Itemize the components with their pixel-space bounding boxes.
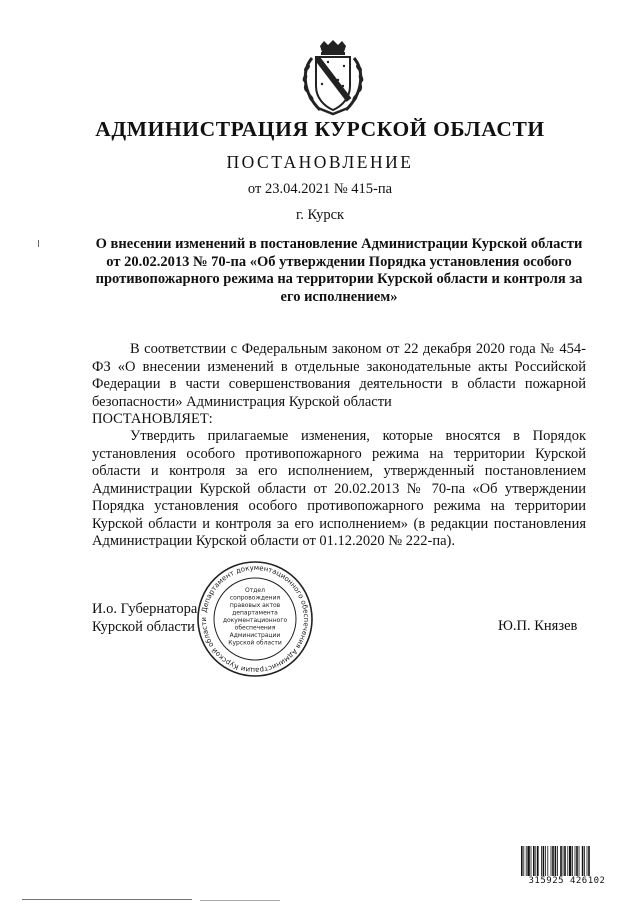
barcode-bar	[545, 846, 546, 876]
barcode-bar	[552, 846, 554, 876]
barcode-bar	[588, 846, 590, 876]
barcode-bar	[572, 846, 573, 876]
body-paragraph-resolution: Утвердить прилагаемые изменения, которые вносятся в Порядок установления особого противопожарного режима на территории Курской области и контроля за его исполнением, утвержденный постановлением Администрации Курской области от 20.02.2013 № 70-па «Об утверждении Порядка установления особого противопожарного режима на территории Курской области и контроля за его исполнением» (в редакции постановления Администрации Курской области от 01.12.2020 № 222-па).	[92, 428, 586, 549]
signer-name: Ю.П. Князев	[498, 618, 578, 634]
barcode-bar	[526, 846, 527, 876]
barcode-bar	[551, 846, 552, 876]
barcode-bar	[564, 846, 566, 876]
signer-position	[92, 601, 197, 636]
barcode	[521, 846, 613, 876]
barcode-bar	[582, 846, 584, 876]
authority-title: АДМИНИСТРАЦИЯ КУРСКОЙ ОБЛАСТИ	[95, 117, 545, 141]
barcode-bar	[527, 846, 529, 876]
stamp-inner-line: обеспечения	[234, 624, 276, 632]
barcode-bar	[587, 846, 588, 876]
barcode-bar	[563, 846, 564, 876]
barcode-bar	[557, 846, 558, 876]
barcode-bar	[569, 846, 571, 876]
coat-of-arms-icon	[298, 40, 368, 116]
document-city: г. Курск	[295, 207, 345, 223]
barcode-bar	[535, 846, 536, 876]
stamp-inner-line: Администрации	[229, 632, 281, 639]
barcode-bar	[523, 846, 524, 876]
signer-position-line1: И.о. Губернатора	[92, 601, 198, 617]
barcode-bar	[537, 846, 539, 876]
barcode-bar	[579, 846, 580, 876]
barcode-bar	[576, 846, 578, 876]
barcode-bar	[555, 846, 557, 876]
barcode-bar	[584, 846, 585, 876]
stamp-inner-line: Отдел	[245, 587, 265, 594]
document-heading: О внесении изменений в постановление Администрации Курской области от 20.02.2013 № 70-па «Об утверждении Порядка установления особого противопожарного режима на территории Курской области и контроля за его исполнением»	[95, 236, 583, 305]
barcode-bar	[541, 846, 542, 876]
scan-edge-line	[200, 900, 280, 901]
signer-position-line2: Курской области	[92, 618, 195, 635]
barcode-bar	[533, 846, 535, 876]
margin-mark	[38, 240, 39, 247]
stamp-outer-text: Департамент документационного обеспечения Администрации Курской области	[199, 563, 311, 675]
stamp-inner-line: документационного	[222, 617, 288, 624]
barcode-bar	[521, 846, 523, 876]
barcode-bar	[575, 846, 576, 876]
barcode-bar	[560, 846, 562, 876]
barcode-bar	[547, 846, 548, 876]
barcode-bar	[543, 846, 545, 876]
scan-edge-line	[22, 899, 192, 900]
decree-word: ПОСТАНОВЛЯЕТ:	[92, 411, 213, 427]
document-date-number: от 23.04.2021 № 415-па	[247, 181, 393, 197]
stamp-inner-line: правовых актов	[229, 602, 281, 609]
body-paragraph-preamble: В соответствии с Федеральным законом от 22 декабря 2020 года № 454-ФЗ «О внесении изменений в отдельные законодательные акты Российской Федерации в части совершенствования деятельности в области пожарной безопасности» Администрация Курской области	[92, 341, 586, 410]
barcode-number: 315925 426102	[528, 876, 606, 886]
document-type: ПОСТАНОВЛЕНИЕ	[226, 152, 414, 172]
stamp-inner-line: Курской области	[228, 639, 282, 647]
stamp-inner-line: сопровождения	[229, 594, 281, 602]
barcode-bar	[531, 846, 532, 876]
barcode-bar	[567, 846, 568, 876]
official-stamp	[196, 560, 314, 678]
stamp-inner-line: департамента	[232, 609, 278, 617]
